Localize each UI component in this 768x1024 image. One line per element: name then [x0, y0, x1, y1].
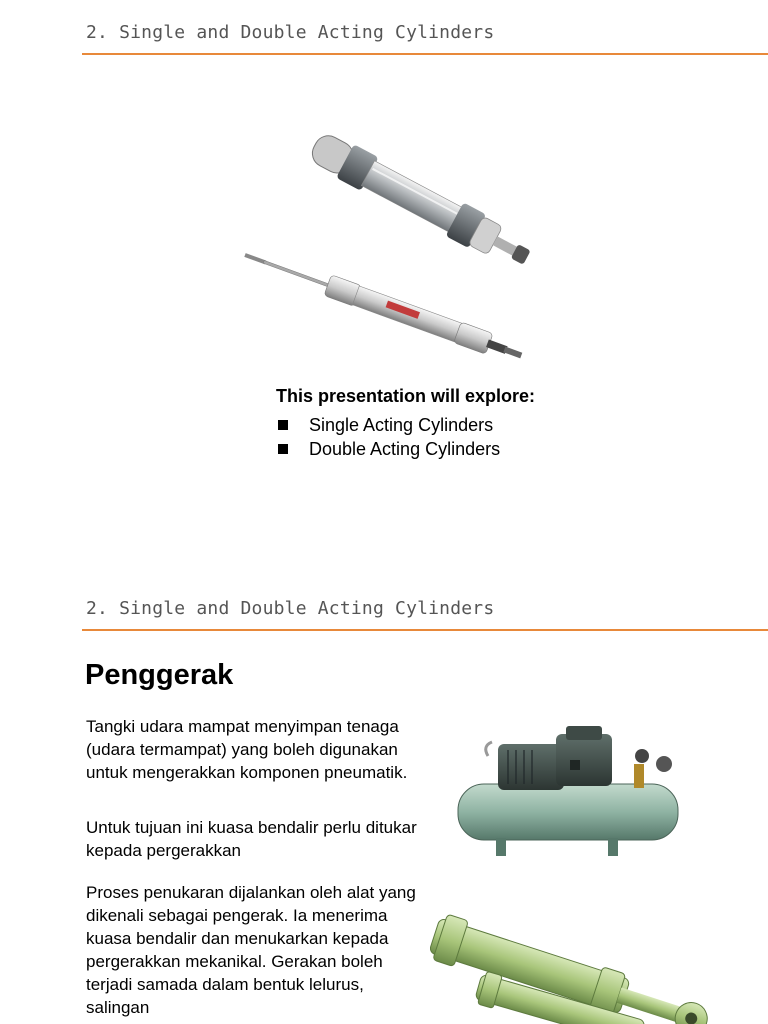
slide-title: Penggerak [85, 659, 234, 691]
slide-header: 2. Single and Double Acting Cylinders [86, 598, 495, 619]
bullet-square-icon [278, 420, 288, 430]
header-rule [82, 629, 768, 631]
paragraph: Untuk tujuan ini kuasa bendalir perlu ditukar kepada pergerakkan [86, 818, 417, 860]
slide-header: 2. Single and Double Acting Cylinders [86, 22, 495, 43]
list-item-label: Single Acting Cylinders [309, 415, 494, 435]
list-item [276, 413, 535, 437]
explore-block [276, 386, 535, 461]
explore-title: This presentation will explore: [276, 386, 536, 406]
slide-2 [0, 576, 768, 1024]
paragraph: Proses penukaran dijalankan oleh alat yang dikenali sebagai pengerak. Ia menerima kuasa bendalir dan menukarkan kepada pergerakkan mekanikal. Gerakan boleh terjadi samada dalam bentuk lelurus, salingan [86, 883, 416, 1017]
air-compressor-image [452, 722, 684, 864]
list-item-label: Double Acting Cylinders [309, 439, 501, 459]
explore-list [276, 413, 535, 461]
hydraulic-cylinders-image [430, 912, 740, 1024]
header-rule [82, 53, 768, 55]
list-item [276, 437, 535, 461]
paragraph: Tangki udara mampat menyimpan tenaga (udara termampat) yang boleh digunakan untuk mengerakkan komponen pneumatik. [86, 717, 408, 782]
pneumatic-cylinders-image [240, 125, 560, 365]
bullet-square-icon [278, 444, 288, 454]
